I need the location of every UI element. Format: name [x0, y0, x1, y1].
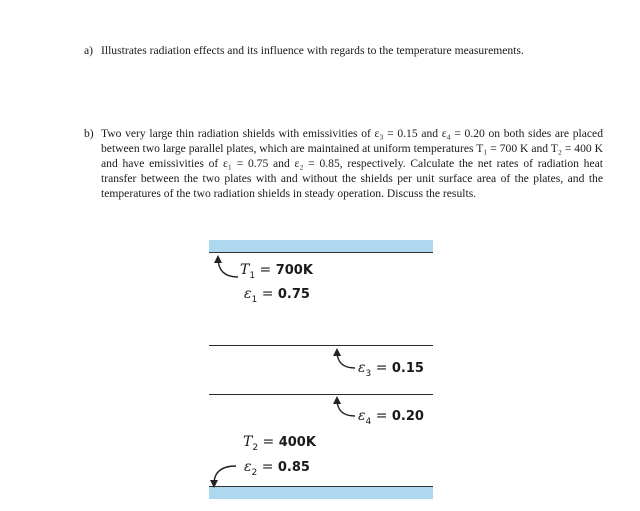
t2-label: $T_2 = 400K$: [243, 434, 316, 453]
shield-2-line: [209, 394, 433, 395]
plate-2-leader-arrow-icon: [208, 462, 238, 490]
t1-label: $T_1 = 700K$: [240, 262, 313, 281]
e2-label: $\varepsilon_2 = 0.85$: [244, 459, 310, 478]
e1-label: $\varepsilon_1 = 0.75$: [244, 286, 310, 305]
question-b-label: b): [84, 127, 94, 140]
question-a-text: Illustrates radiation effects and its influence with regards to the temperature measurements.: [101, 44, 524, 57]
question-a-label: a): [84, 44, 94, 57]
plate-2: [209, 486, 433, 499]
shield-1-line: [209, 345, 433, 346]
e4-label: $\varepsilon_4 = 0.20$: [358, 408, 424, 427]
shield-1-leader-arrow-icon: [331, 348, 361, 374]
question-b-text: Two very large thin radiation shields with emissivities of ε₃ = 0.15 and ε₄ = 0.20 on both sides are placed between two large parallel plates, which are maintained at uniform temperatures T₁ = 700 K and T₂ = 400 K and have emissivities of ε₁ = 0.75 and ε₂ = 0.85, respectively. Calculate the net rates of radiation heat transfer between the two plates with and without the shields per unit surface area of the plates, and the temperatures of the two radiation shields in steady operation. Discuss the results.: [101, 127, 603, 200]
shield-2-leader-arrow-icon: [331, 396, 361, 422]
plate-1-leader-arrow-icon: [212, 255, 242, 283]
e3-label: $\varepsilon_3 = 0.15$: [358, 360, 424, 379]
plate-1: [209, 240, 433, 253]
